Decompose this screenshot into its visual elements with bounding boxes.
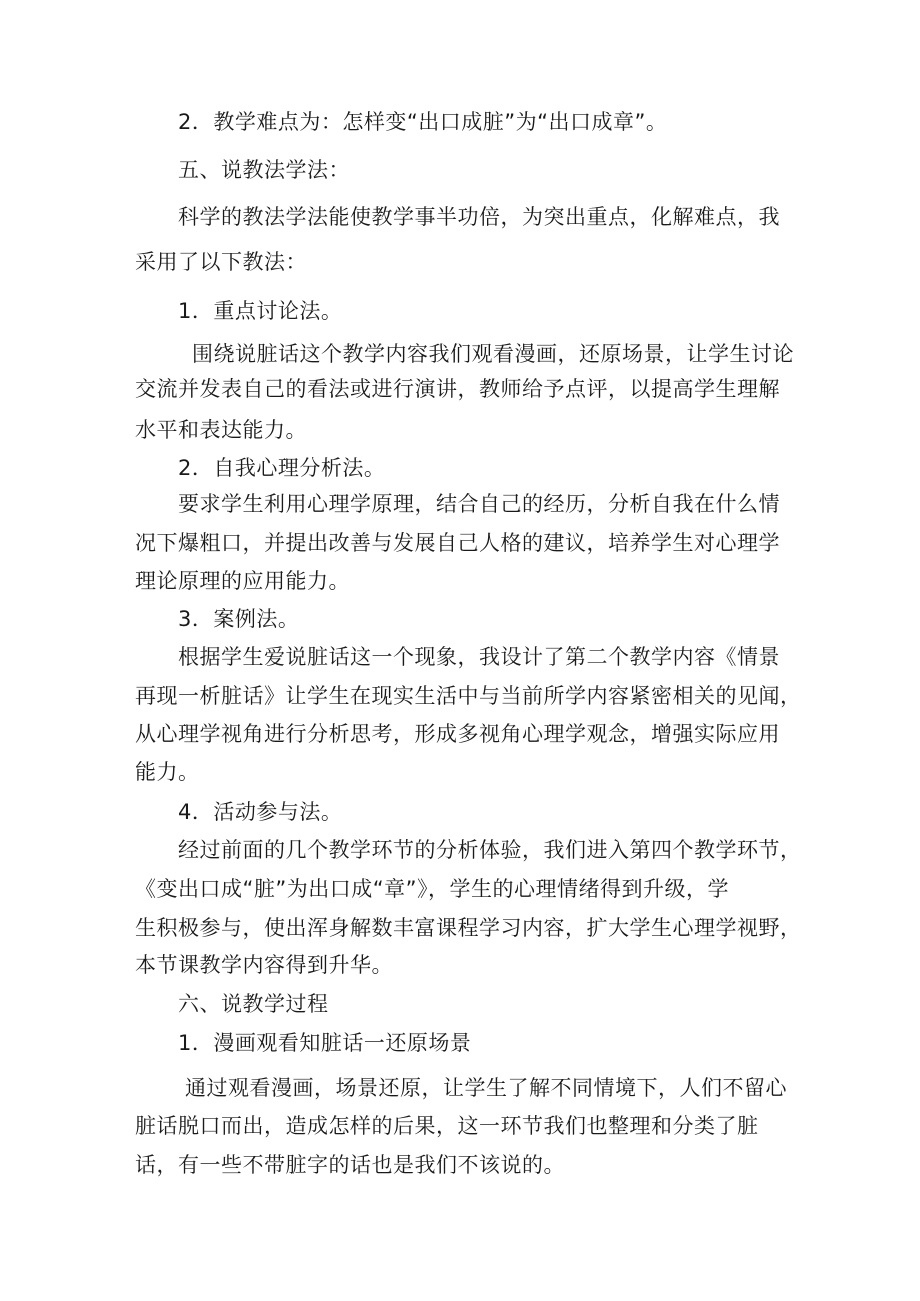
paragraph-line: 采用了以下教法： — [135, 250, 307, 274]
paragraph-line: 经过前面的几个教学环节的分析体验，我们进入第四个教学环节， — [178, 838, 802, 862]
method-heading-case: 3．案例法。 — [178, 607, 300, 631]
section-heading-process: 六、说教学过程 — [178, 992, 329, 1016]
paragraph-line: 理论原理的应用能力。 — [135, 569, 350, 593]
paragraph-line: 根据学生爱说脏话这一个现象，我设计了第二个教学内容《情景 — [178, 645, 780, 669]
paragraph-line: 通过观看漫画，场景还原，让学生了解不同情境下，人们不留心 — [185, 1076, 787, 1100]
paragraph-line: 科学的教法学法能使教学事半功倍，为突出重点，化解难点，我 — [178, 205, 780, 229]
paragraph-line: 况下爆粗口，并提出改善与发展自己人格的建议，培养学生对心理学 — [135, 531, 780, 555]
paragraph-line: 本节课教学内容得到升华。 — [135, 953, 393, 977]
paragraph-line: 脏话脱口而出，造成怎样的后果，这一环节我们也整理和分类了脏 — [135, 1114, 759, 1138]
paragraph-line: 从心理学视角进行分析思考，形成多视角心理学观念，增强实际应用 — [135, 722, 780, 746]
method-heading-discussion: 1．重点讨论法。 — [178, 299, 343, 323]
paragraph-line: 要求学生利用心理学原理，结合自己的经历，分析自我在什么情 — [178, 492, 780, 516]
paragraph-line: 能力。 — [135, 760, 200, 784]
paragraph-line: 水平和表达能力。 — [135, 418, 307, 442]
method-heading-activity: 4．活动参与法。 — [178, 800, 343, 824]
paragraph-line: 《变出口成“脏”为出口成“章”》，学生的心理情绪得到升级，学 — [135, 877, 730, 901]
paragraph-line: 生积极参与，使出浑身解数丰富课程学习内容，扩大学生心理学视野， — [135, 916, 802, 940]
section-heading-methods: 五、说教法学法： — [178, 158, 350, 182]
paragraph-line: 话，有一些不带脏字的话也是我们不该说的。 — [135, 1153, 565, 1177]
difficulty-line: 2．教学难点为：怎样变“出口成脏”为“出口成章”。 — [178, 110, 668, 134]
process-heading-comics: 1．漫画观看知脏话一还原场景 — [178, 1031, 472, 1055]
paragraph-line: 再现一析脏话》让学生在现实生活中与当前所学内容紧密相关的见闻， — [135, 684, 802, 708]
paragraph-line: 交流并发表自己的看法或进行演讲，教师给予点评，以提高学生理解 — [135, 377, 780, 401]
paragraph-line: 围绕说脏话这个教学内容我们观看漫画，还原场景，让学生讨论 — [192, 342, 794, 366]
method-heading-self-analysis: 2．自我心理分析法。 — [178, 456, 386, 480]
